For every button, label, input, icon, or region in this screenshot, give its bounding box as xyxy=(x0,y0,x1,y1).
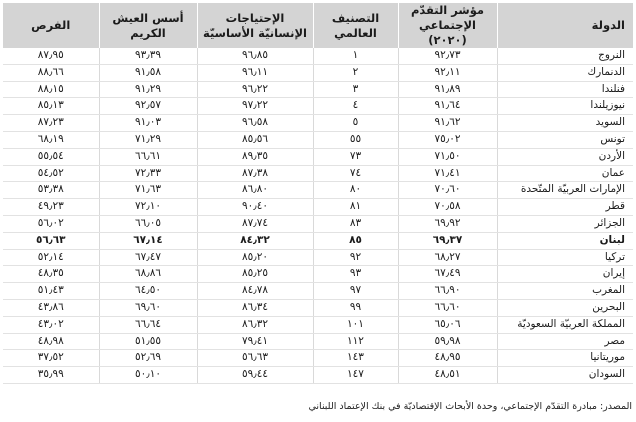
cell-foundations: ٧٢٫١٠ xyxy=(99,199,197,216)
cell-country: السودان xyxy=(497,367,633,384)
cell-country: مصر xyxy=(497,333,633,350)
cell-basic-needs: ٥٦٫٦٣ xyxy=(197,350,313,367)
table-row xyxy=(3,199,633,216)
table-row xyxy=(3,316,633,333)
cell-rank: ٨٥ xyxy=(313,232,398,249)
cell-basic-needs: ٥٩٫٤٤ xyxy=(197,367,313,384)
cell-rank: ٨٠ xyxy=(313,182,398,199)
cell-country: تركيا xyxy=(497,249,633,266)
table-row xyxy=(3,367,633,384)
cell-foundations: ٦٦٫٦٤ xyxy=(99,316,197,333)
cell-opportunity: ٨٧٫٩٥ xyxy=(3,48,99,64)
cell-foundations: ٦٨٫٨٦ xyxy=(99,266,197,283)
cell-spi: ٦٧٫٤٩ xyxy=(398,266,497,283)
cell-foundations: ٩٣٫٣٩ xyxy=(99,48,197,64)
cell-opportunity: ٨٧٫٢٣ xyxy=(3,115,99,132)
table-row xyxy=(3,266,633,283)
cell-foundations: ٥١٫٥٥ xyxy=(99,333,197,350)
cell-spi: ٤٨٫٥١ xyxy=(398,367,497,384)
table-row xyxy=(3,283,633,300)
cell-basic-needs: ٨٧٫٣٨ xyxy=(197,165,313,182)
cell-basic-needs: ٩٦٫٥٨ xyxy=(197,115,313,132)
cell-spi: ٩١٫٦٤ xyxy=(398,98,497,115)
cell-basic-needs: ٩٦٫١١ xyxy=(197,64,313,81)
cell-spi: ٦٩٫٣٧ xyxy=(398,232,497,249)
table-row xyxy=(3,115,633,132)
cell-basic-needs: ٩٧٫٢٢ xyxy=(197,98,313,115)
cell-spi: ٧٠٫٥٨ xyxy=(398,199,497,216)
cell-country: النروج xyxy=(497,48,633,64)
cell-rank: ٢ xyxy=(313,64,398,81)
cell-country: المغرب xyxy=(497,283,633,300)
cell-rank: ٥ xyxy=(313,115,398,132)
cell-basic-needs: ٨٦٫٣٤ xyxy=(197,299,313,316)
cell-rank: ٧٤ xyxy=(313,165,398,182)
source-note: المصدر: مبادرة التقدّم الإجتماعي، وحدة الأبحاث الإقتصاديّة في بنك الإعتماد اللبناني xyxy=(308,401,632,412)
cell-opportunity: ٤٣٫٠٢ xyxy=(3,316,99,333)
cell-rank: ٨١ xyxy=(313,199,398,216)
cell-foundations: ٦٧٫١٤ xyxy=(99,232,197,249)
cell-rank: ٥٥ xyxy=(313,131,398,148)
header-country: الدولة xyxy=(497,3,633,48)
cell-foundations: ٩١٫٥٨ xyxy=(99,64,197,81)
cell-opportunity: ٨٥٫١٣ xyxy=(3,98,99,115)
table-row xyxy=(3,249,633,266)
cell-country: الأردن xyxy=(497,148,633,165)
cell-rank: ١٤٧ xyxy=(313,367,398,384)
cell-basic-needs: ٨٤٫٧٨ xyxy=(197,283,313,300)
cell-rank: ٨٣ xyxy=(313,215,398,232)
cell-country: البحرين xyxy=(497,299,633,316)
header-global-rank: التصنيف العالمي xyxy=(313,3,398,48)
cell-foundations: ٦٩٫٦٠ xyxy=(99,299,197,316)
cell-foundations: ٧٢٫٣٣ xyxy=(99,165,197,182)
cell-basic-needs: ٧٩٫٤١ xyxy=(197,333,313,350)
cell-foundations: ٥٠٫١٠ xyxy=(99,367,197,384)
cell-spi: ٩٢٫٧٣ xyxy=(398,48,497,64)
cell-rank: ١١٢ xyxy=(313,333,398,350)
cell-foundations: ٥٢٫٦٩ xyxy=(99,350,197,367)
header-foundations: أسس العيش الكريم xyxy=(99,3,197,48)
cell-country: تونس xyxy=(497,131,633,148)
cell-rank: ٧٣ xyxy=(313,148,398,165)
table-row xyxy=(3,182,633,199)
cell-basic-needs: ٨٦٫٨٠ xyxy=(197,182,313,199)
table-row xyxy=(3,148,633,165)
cell-spi: ٧٠٫٦٠ xyxy=(398,182,497,199)
cell-opportunity: ٥٤٫٥٢ xyxy=(3,165,99,182)
table-row xyxy=(3,350,633,367)
cell-spi: ٦٥٫٠٦ xyxy=(398,316,497,333)
table-row xyxy=(3,81,633,98)
cell-country: لبنان xyxy=(497,232,633,249)
table-row xyxy=(3,48,633,64)
cell-spi: ٦٨٫٢٧ xyxy=(398,249,497,266)
cell-rank: ٩٣ xyxy=(313,266,398,283)
table-row xyxy=(3,232,633,249)
header-spi-2020: مؤشر التقدّم الإجتماعي (٢٠٢٠) xyxy=(398,3,497,48)
cell-opportunity: ٥٦٫٠٢ xyxy=(3,215,99,232)
cell-spi: ٧٥٫٠٢ xyxy=(398,131,497,148)
cell-basic-needs: ٩٠٫٤٠ xyxy=(197,199,313,216)
table-row xyxy=(3,333,633,350)
cell-basic-needs: ٨٧٫٧٤ xyxy=(197,215,313,232)
table-row xyxy=(3,131,633,148)
cell-foundations: ٦٤٫٥٠ xyxy=(99,283,197,300)
cell-opportunity: ٥٥٫٥٤ xyxy=(3,148,99,165)
cell-opportunity: ٣٥٫٩٩ xyxy=(3,367,99,384)
cell-foundations: ٦٦٫٠٥ xyxy=(99,215,197,232)
cell-spi: ٧١٫٤١ xyxy=(398,165,497,182)
cell-foundations: ٦٦٫٦١ xyxy=(99,148,197,165)
cell-country: عمان xyxy=(497,165,633,182)
cell-country: نيوزيلندا xyxy=(497,98,633,115)
cell-spi: ٦٦٫٦٠ xyxy=(398,299,497,316)
cell-foundations: ٧١٫٢٩ xyxy=(99,131,197,148)
cell-opportunity: ٤٨٫٣٥ xyxy=(3,266,99,283)
cell-opportunity: ٨٨٫٦٦ xyxy=(3,64,99,81)
cell-foundations: ٩١٫٢٩ xyxy=(99,81,197,98)
table-row xyxy=(3,215,633,232)
cell-country: السويد xyxy=(497,115,633,132)
cell-opportunity: ٤٣٫٨٦ xyxy=(3,299,99,316)
cell-rank: ٣ xyxy=(313,81,398,98)
cell-rank: ١٠١ xyxy=(313,316,398,333)
cell-country: قطر xyxy=(497,199,633,216)
cell-basic-needs: ٩٦٫٨٥ xyxy=(197,48,313,64)
table-row xyxy=(3,165,633,182)
table-row xyxy=(3,64,633,81)
cell-spi: ٧١٫٥٠ xyxy=(398,148,497,165)
cell-spi: ٥٩٫٩٨ xyxy=(398,333,497,350)
cell-rank: ٩٧ xyxy=(313,283,398,300)
cell-country: إيران xyxy=(497,266,633,283)
cell-spi: ٦٩٫٩٢ xyxy=(398,215,497,232)
social-progress-table xyxy=(3,3,633,384)
cell-spi: ٩١٫٨٩ xyxy=(398,81,497,98)
cell-basic-needs: ٨٦٫٣٢ xyxy=(197,316,313,333)
cell-basic-needs: ٨٤٫٣٢ xyxy=(197,232,313,249)
cell-opportunity: ٣٧٫٥٢ xyxy=(3,350,99,367)
cell-foundations: ٦٧٫٤٧ xyxy=(99,249,197,266)
header-row xyxy=(3,3,633,48)
cell-foundations: ٩٢٫٥٧ xyxy=(99,98,197,115)
cell-foundations: ٩١٫٠٣ xyxy=(99,115,197,132)
cell-country: فنلندا xyxy=(497,81,633,98)
cell-basic-needs: ٨٥٫٢٠ xyxy=(197,249,313,266)
cell-basic-needs: ٨٩٫٣٥ xyxy=(197,148,313,165)
header-opportunity: الفرص xyxy=(3,3,99,48)
cell-basic-needs: ٨٥٫٥٦ xyxy=(197,131,313,148)
table-header xyxy=(3,3,633,48)
cell-opportunity: ٤٩٫٢٣ xyxy=(3,199,99,216)
cell-opportunity: ٤٨٫٩٨ xyxy=(3,333,99,350)
cell-spi: ٩١٫٦٢ xyxy=(398,115,497,132)
cell-opportunity: ٦٨٫١٩ xyxy=(3,131,99,148)
cell-rank: ٤ xyxy=(313,98,398,115)
cell-opportunity: ٥١٫٤٣ xyxy=(3,283,99,300)
cell-country: موريتانيا xyxy=(497,350,633,367)
cell-opportunity: ٥٣٫٣٨ xyxy=(3,182,99,199)
cell-foundations: ٧١٫٦٣ xyxy=(99,182,197,199)
table-body xyxy=(3,48,633,383)
cell-spi: ٩٢٫١١ xyxy=(398,64,497,81)
cell-basic-needs: ٨٥٫٢٥ xyxy=(197,266,313,283)
cell-country: الجزائر xyxy=(497,215,633,232)
cell-rank: ١ xyxy=(313,48,398,64)
cell-basic-needs: ٩٦٫٢٢ xyxy=(197,81,313,98)
cell-opportunity: ٥٦٫٦٣ xyxy=(3,232,99,249)
cell-country: الدنمارك xyxy=(497,64,633,81)
cell-opportunity: ٥٢٫١٤ xyxy=(3,249,99,266)
cell-spi: ٤٨٫٩٥ xyxy=(398,350,497,367)
cell-rank: ٩٩ xyxy=(313,299,398,316)
cell-country: المملكة العربيّة السعوديّة xyxy=(497,316,633,333)
cell-country: الإمارات العربيّة المتّحدة xyxy=(497,182,633,199)
cell-opportunity: ٨٨٫١٥ xyxy=(3,81,99,98)
cell-spi: ٦٦٫٩٠ xyxy=(398,283,497,300)
cell-rank: ٩٢ xyxy=(313,249,398,266)
table-row xyxy=(3,98,633,115)
table-row xyxy=(3,299,633,316)
cell-rank: ١٤٣ xyxy=(313,350,398,367)
header-basic-needs: الإحتياجات الإنسانيّة الأساسيّة xyxy=(197,3,313,48)
